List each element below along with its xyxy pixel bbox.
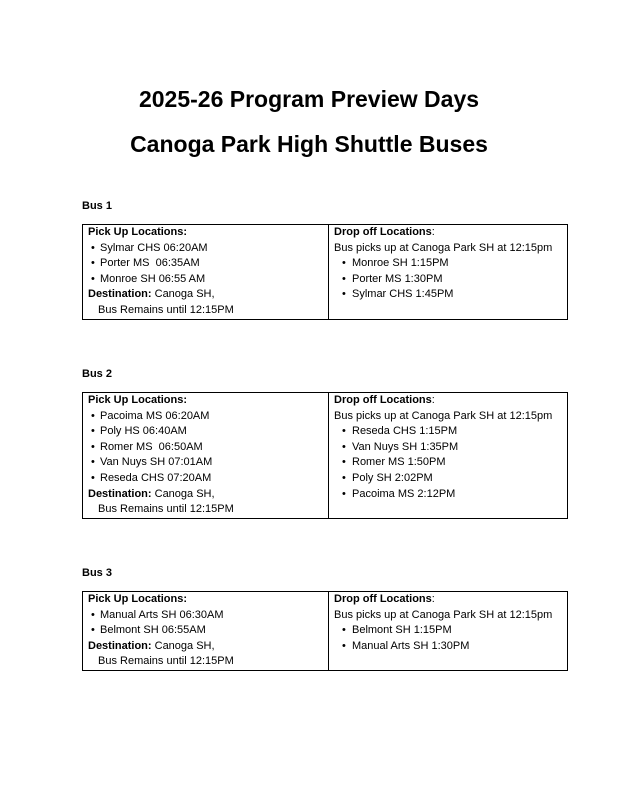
pickup-item: • Belmont SH 06:55AM	[88, 623, 324, 639]
pickup-item: • Manual Arts SH 06:30AM	[88, 608, 324, 624]
pickup-item: • Porter MS 06:35AM	[88, 256, 324, 272]
dropoff-heading: Drop off Locations	[334, 593, 432, 605]
pickup-heading: Pick Up Locations:	[88, 226, 188, 238]
pickup-list	[88, 409, 324, 487]
dropoff-item: • Poly SH 2:02PM	[334, 471, 563, 487]
bus-remains-note: Bus Remains until 12:15PM	[98, 655, 234, 668]
page-title: 2025-26 Program Preview Days	[138, 86, 480, 112]
destination-value: Canoga SH,	[151, 487, 215, 500]
dropoff-item: • Porter MS 1:30PM	[334, 272, 563, 288]
destination-label: Destination:	[88, 639, 152, 652]
bus-remains-note: Bus Remains until 12:15PM	[98, 303, 234, 316]
dropoff-colon: :	[431, 226, 435, 238]
dropoff-list	[334, 256, 563, 303]
dropoff-item: • Pacoima MS 2:12PM	[334, 487, 563, 503]
bus-3-dropoff-cell	[329, 592, 568, 671]
pickup-item: • Reseda CHS 07:20AM	[88, 471, 324, 487]
dropoff-colon: :	[431, 394, 435, 406]
dropoff-item: • Manual Arts SH 1:30PM	[334, 639, 563, 655]
dropoff-intro: Bus picks up at Canoga Park SH at 12:15pm	[334, 409, 553, 422]
page-subtitle: Canoga Park High Shuttle Buses	[130, 131, 488, 157]
dropoff-heading: Drop off Locations	[334, 394, 432, 406]
bus-3-table	[82, 591, 568, 671]
dropoff-colon: :	[431, 593, 435, 605]
dropoff-heading: Drop off Locations	[334, 226, 432, 238]
bus-1-pickup-cell	[83, 225, 329, 320]
pickup-item: • Romer MS 06:50AM	[88, 440, 324, 456]
bus-3-pickup-cell	[83, 592, 329, 671]
dropoff-item: • Belmont SH 1:15PM	[334, 623, 563, 639]
bus-remains-note: Bus Remains until 12:15PM	[98, 503, 234, 516]
bus-1-label: Bus 1	[82, 200, 112, 212]
dropoff-list	[334, 623, 563, 654]
bus-1-table	[82, 224, 568, 320]
bus-2-dropoff-cell	[329, 393, 568, 519]
pickup-item: • Pacoima MS 06:20AM	[88, 409, 324, 425]
bus-3-label: Bus 3	[82, 567, 112, 579]
pickup-list	[88, 608, 324, 639]
dropoff-heading-line	[334, 393, 563, 409]
pickup-item: • Van Nuys SH 07:01AM	[88, 455, 324, 471]
bus-2-pickup-cell	[83, 393, 329, 519]
destination-value: Canoga SH,	[151, 288, 215, 301]
pickup-heading: Pick Up Locations:	[88, 593, 188, 605]
pickup-list	[88, 241, 324, 288]
dropoff-heading-line	[334, 225, 563, 241]
dropoff-item: • Romer MS 1:50PM	[334, 455, 563, 471]
pickup-item: • Monroe SH 06:55 AM	[88, 272, 324, 288]
dropoff-item: • Van Nuys SH 1:35PM	[334, 440, 563, 456]
destination-label: Destination:	[88, 288, 152, 301]
bus-1-dropoff-cell	[329, 225, 568, 320]
destination-line	[88, 287, 324, 303]
dropoff-item: • Sylmar CHS 1:45PM	[334, 287, 563, 303]
dropoff-intro: Bus picks up at Canoga Park SH at 12:15pm	[334, 241, 553, 254]
destination-line	[88, 487, 324, 503]
bus-2-table	[82, 392, 568, 519]
dropoff-list	[334, 424, 563, 502]
pickup-item: • Sylmar CHS 06:20AM	[88, 241, 324, 257]
destination-value: Canoga SH,	[151, 639, 215, 652]
destination-line	[88, 639, 324, 655]
dropoff-heading-line	[334, 592, 563, 608]
pickup-item: • Poly HS 06:40AM	[88, 424, 324, 440]
dropoff-item: • Reseda CHS 1:15PM	[334, 424, 563, 440]
pickup-heading: Pick Up Locations:	[88, 394, 188, 406]
bus-2-label: Bus 2	[82, 368, 112, 380]
dropoff-intro: Bus picks up at Canoga Park SH at 12:15pm	[334, 608, 553, 621]
destination-label: Destination:	[88, 487, 152, 500]
dropoff-item: • Monroe SH 1:15PM	[334, 256, 563, 272]
